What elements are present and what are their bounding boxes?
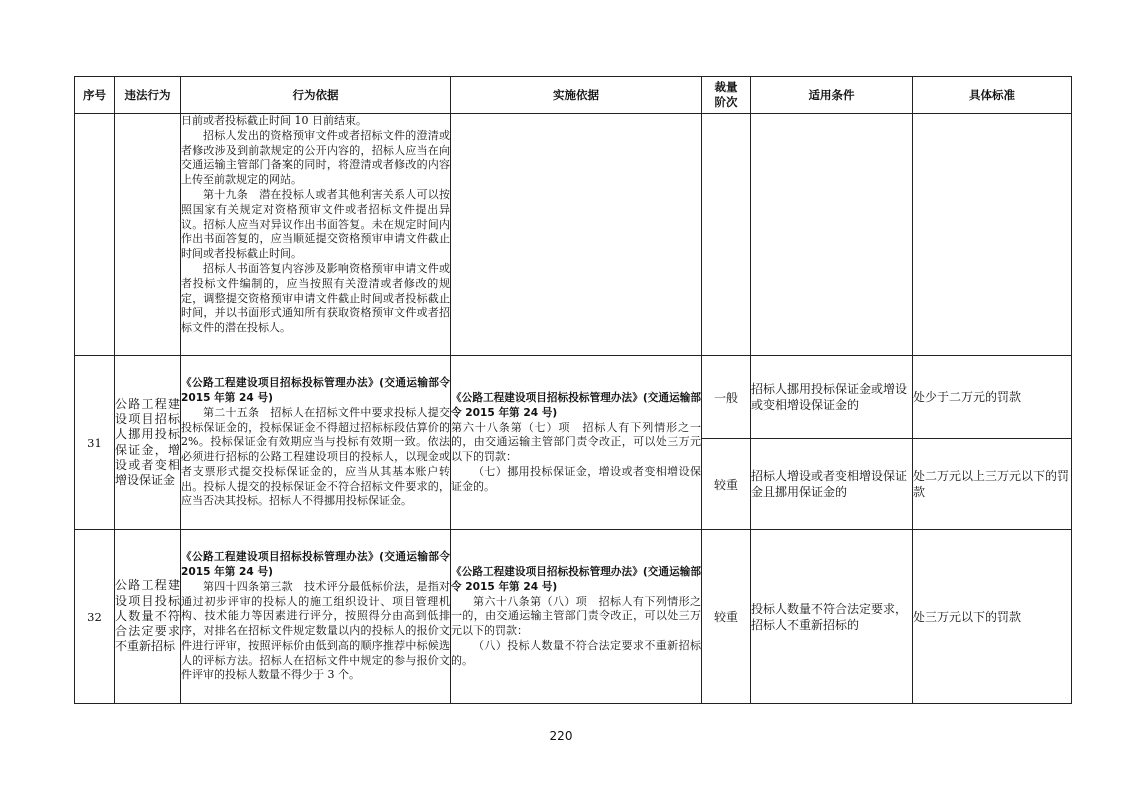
basis-paragraph: 第十九条 潜在投标人或者其他利害关系人可以按照国家有关规定对资格预审文件或者招标文件提出异议。招标人应当对异议作出书面答复。未在规定时间内作出书面答复的，应当顺延提交资格预审申请文件截止时间或者投标截止时间。 bbox=[181, 187, 450, 261]
header-seq: 序号 bbox=[75, 77, 115, 114]
row-number: 31 bbox=[75, 356, 115, 530]
law-title: 《公路工程建设项目招标投标管理办法》(交通运输部令 2015 年第 24 号) bbox=[451, 391, 701, 419]
discretion-level: 一般 bbox=[702, 356, 751, 439]
conduct-basis-cell bbox=[181, 356, 451, 530]
basis-paragraph: 第二十五条 招标人在招标文件中要求投标人提交投标保证金的，投标保证金不得超过招标标段估算价的 2%。投标保证金有效期应当与投标有效期一致。依法必须进行招标的公路工程建设项目的投标人，以现金或者支票形式提交投标保证金的，应当从其基本账户转出。投标人提交的投标保证金不符合招标文件要求的，应当否决其投标。招标人不得挪用投标保证金。 bbox=[181, 405, 450, 508]
basis-paragraph: 招标人书面答复内容涉及影响资格预审申请文件或者投标文件编制的，应当按照有关澄清或者修改的规定，调整提交资格预审申请文件截止时间或者投标截止时间，并以书面形式通知所有获取资格预审文件或者招标文件的潜在投标人。 bbox=[181, 261, 450, 335]
header-conditions: 适用条件 bbox=[751, 77, 913, 114]
penalty-standard: 处三万元以下的罚款 bbox=[913, 530, 1072, 704]
basis-paragraph: 招标人发出的资格预审文件或者招标文件的澄清或者修改涉及到前款规定的公开内容的，招标人应当在向交通运输主管部门备案的同时，将澄清或者修改的内容上传至前款规定的网站。 bbox=[181, 128, 450, 187]
table-row bbox=[75, 530, 1072, 704]
law-title: 《公路工程建设项目招标投标管理办法》(交通运输部令 2015 年第 24 号) bbox=[181, 376, 450, 404]
implementation-basis-cell bbox=[451, 356, 702, 530]
discretion-level: 较重 bbox=[702, 439, 751, 530]
applicable-condition: 招标人增设或者变相增设保证金且挪用保证金的 bbox=[751, 439, 913, 530]
implementation-basis-cell bbox=[451, 530, 702, 704]
impl-paragraph: 第六十八条第（八）项 招标人有下列情形之一的，由交通运输主管部门责令改正，可以处三万元以下的罚款： bbox=[451, 594, 701, 638]
violation-text: 公路工程建设项目招标人挪用投标保证金，增设或者变相增设保证金 bbox=[115, 356, 181, 530]
conduct-basis-cell bbox=[181, 530, 451, 704]
penalty-standard: 处少于二万元的罚款 bbox=[913, 356, 1072, 439]
table-row bbox=[75, 356, 1072, 439]
header-level-line2: 阶次 bbox=[714, 95, 738, 109]
table-header-row bbox=[75, 77, 1072, 114]
impl-paragraph: 第六十八条第（七）项 招标人有下列情形之一的，由交通运输主管部门责令改正，可以处三万元以下的罚款： bbox=[451, 420, 701, 464]
header-discretion-level bbox=[702, 77, 751, 114]
discretion-level: 较重 bbox=[702, 530, 751, 704]
basis-paragraph: 第四十四条第三款 技术评分最低标价法，是指对通过初步评审的投标人的施工组织设计、项目管理机构、技术能力等因素进行评分，按照得分由高到低排序，对排名在招标文件规定数量以内的投标人的报价文件进行评审，按照评标价由低到高的顺序推荐中标候选人的评标方法。招标人在招标文件中规定的参与报价文件评审的投标人数量不得少于 3 个。 bbox=[181, 579, 450, 682]
applicable-condition: 投标人数量不符合法定要求，招标人不重新招标的 bbox=[751, 530, 913, 704]
header-standard: 具体标准 bbox=[913, 77, 1072, 114]
header-implementation-basis: 实施依据 bbox=[451, 77, 702, 114]
row-number: 32 bbox=[75, 530, 115, 704]
basis-paragraph: 日前或者投标截止时间 10 日前结束。 bbox=[181, 114, 367, 127]
impl-paragraph: （七）挪用投标保证金，增设或者变相增设保证金的。 bbox=[451, 464, 701, 493]
continued-basis-cell bbox=[181, 114, 451, 356]
table-row-continued bbox=[75, 114, 1072, 356]
header-conduct-basis: 行为依据 bbox=[181, 77, 451, 114]
page-number: 220 bbox=[549, 729, 573, 743]
header-violation: 违法行为 bbox=[115, 77, 181, 114]
penalty-standard-table bbox=[74, 76, 1072, 704]
violation-text: 公路工程建设项目投标人数量不符合法定要求不重新招标 bbox=[115, 530, 181, 704]
penalty-standard: 处二万元以上三万元以下的罚款 bbox=[913, 439, 1072, 530]
law-title: 《公路工程建设项目招标投标管理办法》(交通运输部令 2015 年第 24 号) bbox=[181, 550, 450, 578]
header-level-line1: 裁量 bbox=[714, 80, 738, 94]
applicable-condition: 招标人挪用投标保证金或增设或变相增设保证金的 bbox=[751, 356, 913, 439]
law-title: 《公路工程建设项目招标投标管理办法》(交通运输部令 2015 年第 24 号) bbox=[451, 565, 701, 593]
impl-paragraph: （八）投标人数量不符合法定要求不重新招标的。 bbox=[451, 638, 701, 667]
